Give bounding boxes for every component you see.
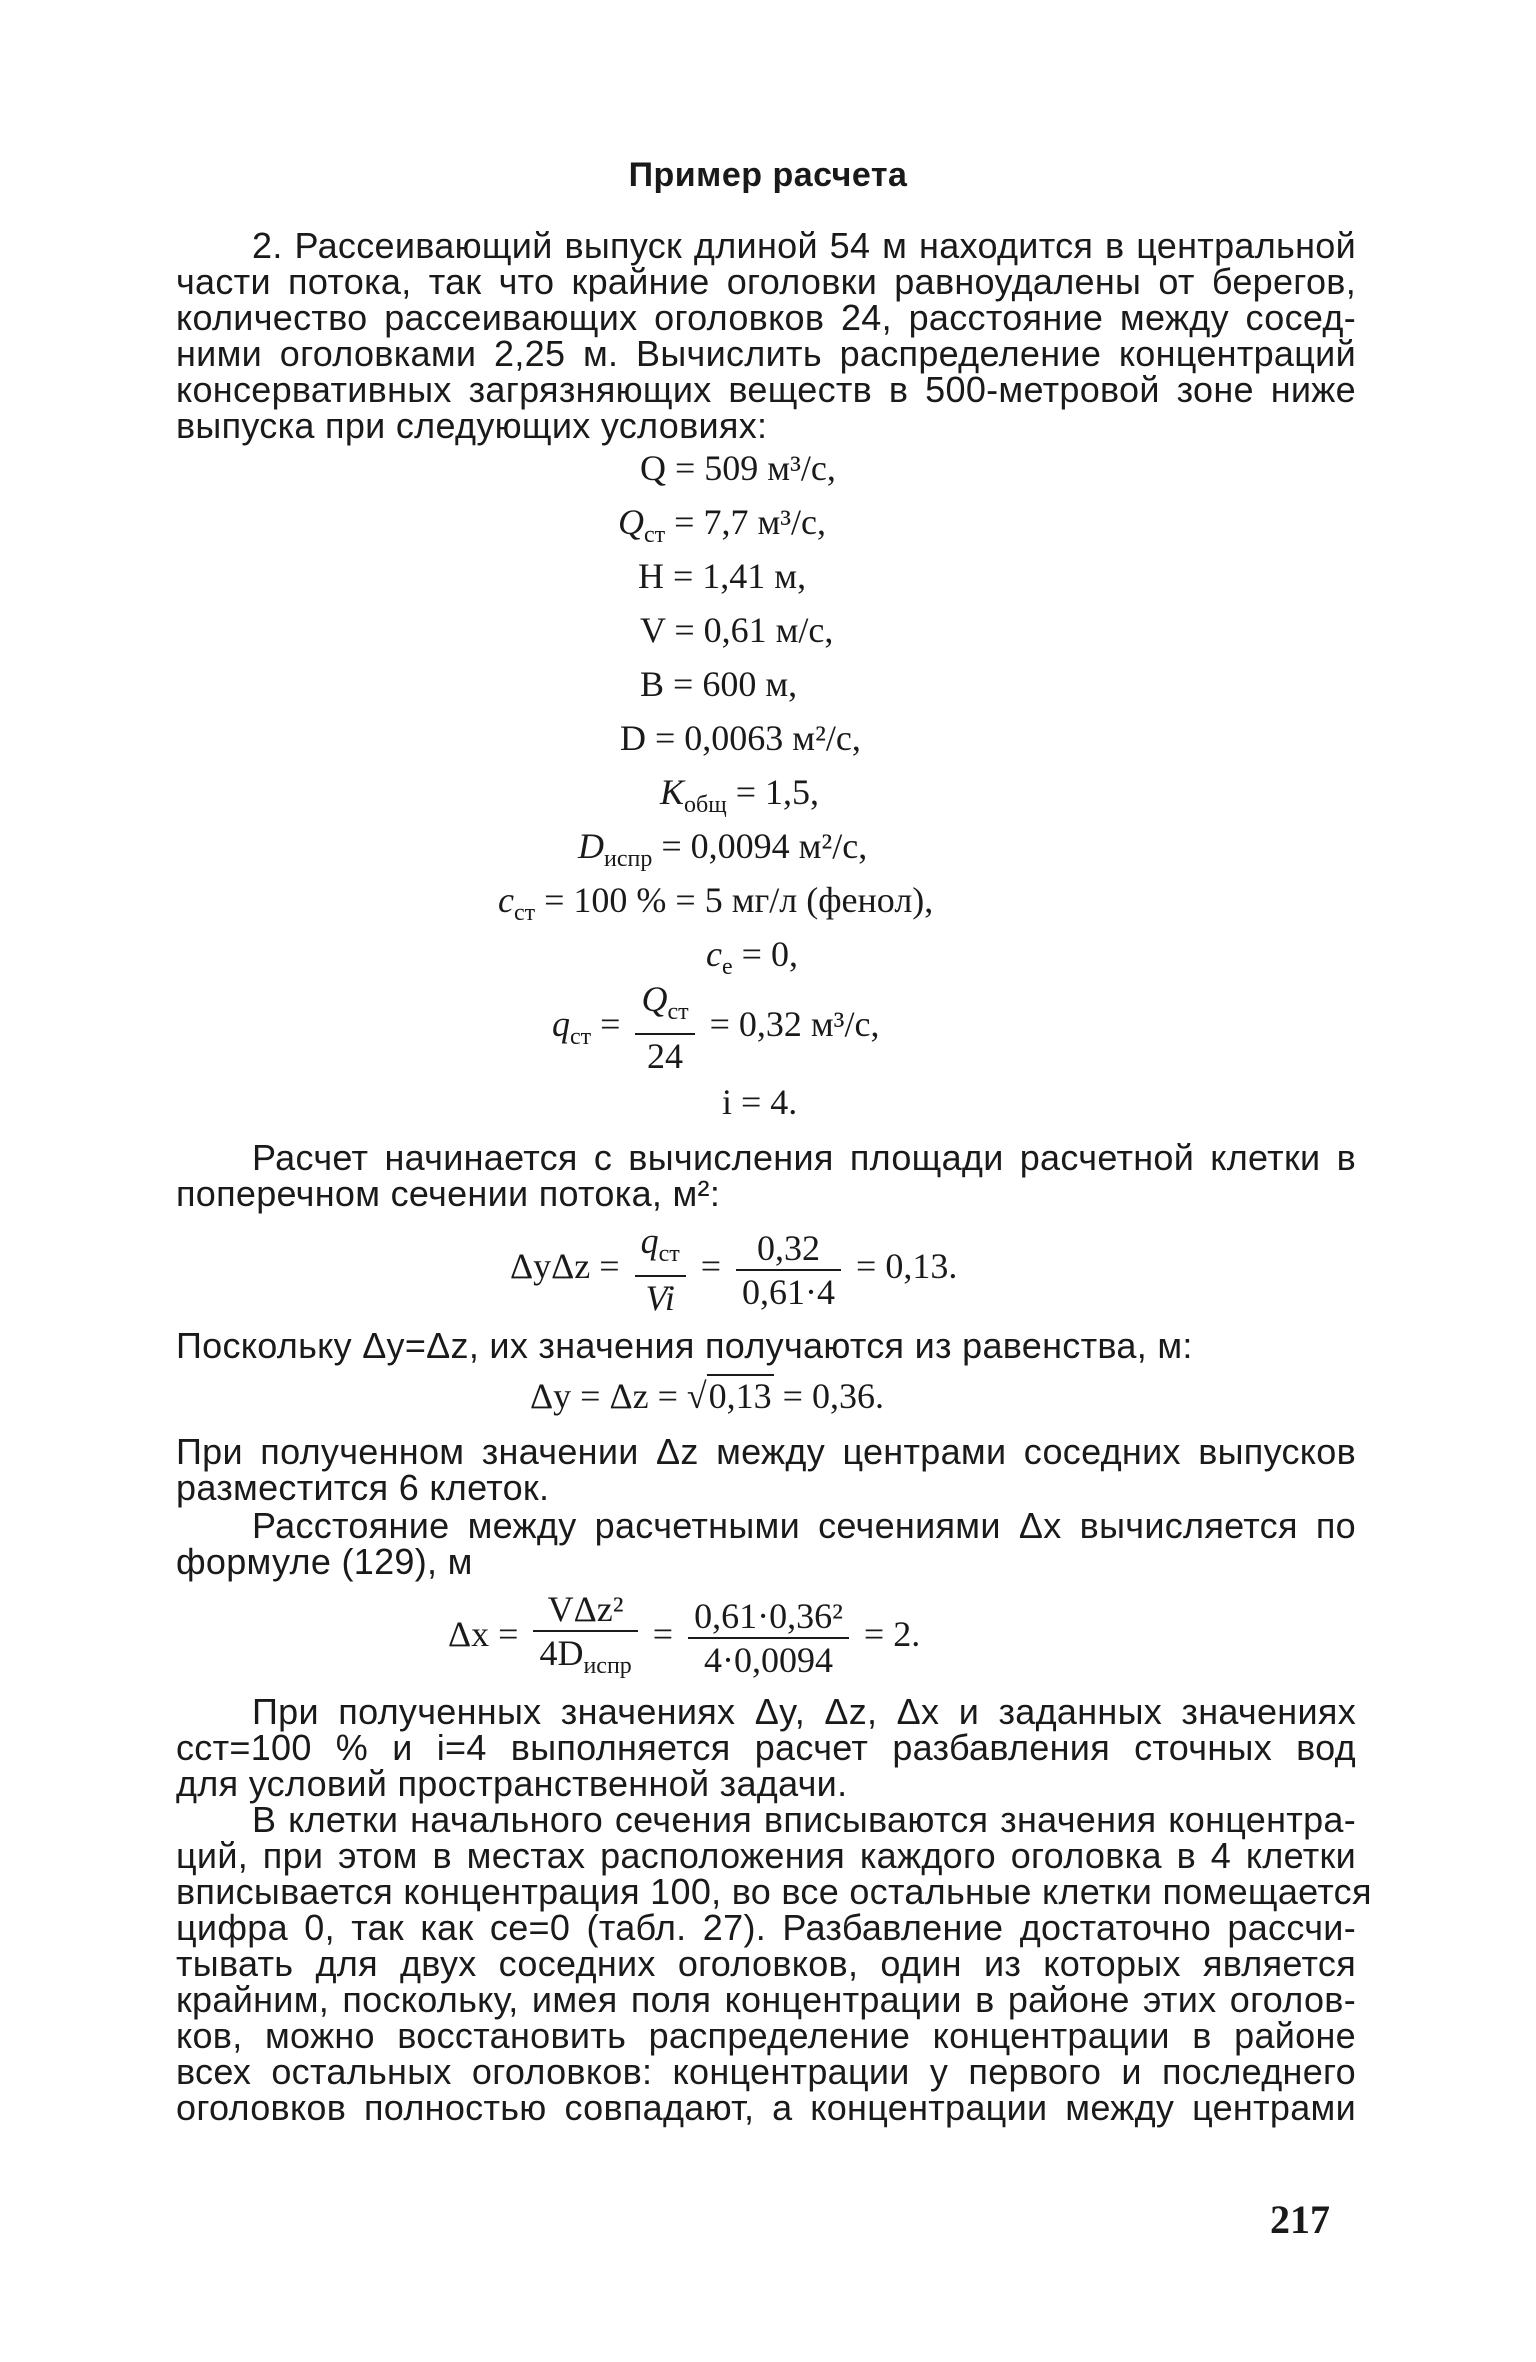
paragraph-line: В клетки начального сечения вписываются значения концентра- [252, 1799, 1356, 1840]
condition-V: V = 0,61 м/с, [640, 610, 834, 650]
paragraph-line: тывать для двух соседних оголовков, один из которых является [176, 1943, 1356, 1984]
equation-cell-area: ΔyΔz = $\frac{q_{ст}}{Vi}$ = $\frac{0,32}{0,61\cdot 4}$ = 0,13. [510, 1221, 958, 1318]
intro-line: части потока, так что крайние оголовки равноудалены от берегов, [176, 261, 1356, 302]
page-number: 217 [1270, 2197, 1330, 2242]
fraction: $\frac{0,32}{0,61\cdot 4}$ [736, 1229, 841, 1311]
paragraph-line: крайним, поскольку, имея поля концентрации в районе этих оголов- [176, 1979, 1356, 2020]
fraction: $\frac{\text{0,61·0,36²}}{4\cdot 0,0094}$ [688, 1597, 849, 1679]
paragraph-line: При полученных значениях Δy, Δz, Δx и заданных значениях [252, 1691, 1356, 1732]
equation-dx: Δx = $\frac{\text{VΔz²}}{4D_{испр}}$ = $\frac{\text{0,61·0,36²}}{4\cdot 0,0094}$ = 2. [448, 1590, 920, 1685]
paragraph-line: cст=100 % и i=4 выполняется расчет разбавления сточных вод [176, 1727, 1356, 1768]
paragraph-line: ций, при этом в местах расположения каждого оголовка в 4 клетки [176, 1835, 1356, 1876]
paragraph-line: При полученном значении Δz между центрами соседних выпусков [176, 1431, 1356, 1472]
condition-qst: $q_{ст}$ = $\frac{Q_{ст}}{24}$ = 0,32 м³/с, [552, 979, 880, 1076]
condition-ce: $c_e = 0$, [706, 934, 798, 980]
condition-Q: Q = 509 м³/с, [640, 448, 836, 488]
intro-line: количество рассеивающих оголовков 24, расстояние между сосед- [176, 297, 1356, 338]
paragraph-line: цифра 0, так как ce=0 (табл. 27). Разбавление достаточно рассчи- [176, 1907, 1356, 1948]
condition-i: i = 4. [722, 1082, 798, 1122]
section-heading: Пример расчета [628, 156, 908, 194]
fraction: $\frac{\text{VΔz²}}{4D_{испр}}$ [533, 1590, 637, 1685]
fraction: $\frac{Q_{ст}}{24}$ [635, 980, 694, 1075]
paragraph-line: вписывается концентрация 100, во все остальные клетки помещается [176, 1871, 1372, 1912]
equation-sqrt: Δy = Δz = √0,13 = 0,36. [530, 1376, 884, 1416]
fraction: $\frac{q_{ст}}{Vi}$ [635, 1222, 686, 1317]
intro-line: консервативных загрязняющих веществ в 500-метровой зоне ниже [176, 369, 1356, 410]
condition-Dispr: $D_{испр} = 0,0094$ м²/с, [578, 826, 868, 872]
intro-line: ними оголовками 2,25 м. Вычислить распределение концентраций [176, 333, 1356, 374]
paragraph-line: Расчет начинается с вычисления площади расчетной клетки в [252, 1137, 1356, 1178]
condition-K: $K_{общ} = 1,5$, [660, 772, 820, 818]
condition-Qst: $Q_{ст} = 7,7$ м³/с, [618, 502, 826, 548]
paragraph-line: разместится 6 клеток. [176, 1467, 550, 1508]
paragraph-line: поперечном сечении потока, м²: [176, 1173, 721, 1214]
paragraph-line: для условий пространственной задачи. [176, 1763, 848, 1804]
condition-cst: $c_{ст} = 100$ % = 5 мг/л (фенол), [498, 880, 934, 926]
condition-H: H = 1,41 м, [638, 556, 807, 596]
paragraph-line: оголовков полностью совпадают, а концентрации между центрами [176, 2087, 1356, 2128]
intro-line: выпуска при следующих условиях: [176, 405, 768, 446]
paragraph-line: Поскольку Δy=Δz, их значения получаются из равенства, м: [176, 1325, 1193, 1366]
paragraph-line: формуле (129), м [176, 1541, 473, 1582]
intro-line: 2. Рассеивающий выпуск длиной 54 м находится в центральной [252, 225, 1356, 266]
paragraph-line: ков, можно восстановить распределение концентрации в районе [176, 2015, 1356, 2056]
paragraph-line: всех остальных оголовков: концентрации у первого и последнего [176, 2051, 1356, 2092]
condition-D: D = 0,0063 м²/с, [620, 718, 861, 758]
paragraph-line: Расстояние между расчетными сечениями Δx вычисляется по [252, 1505, 1356, 1546]
condition-B: B = 600 м, [640, 664, 798, 704]
